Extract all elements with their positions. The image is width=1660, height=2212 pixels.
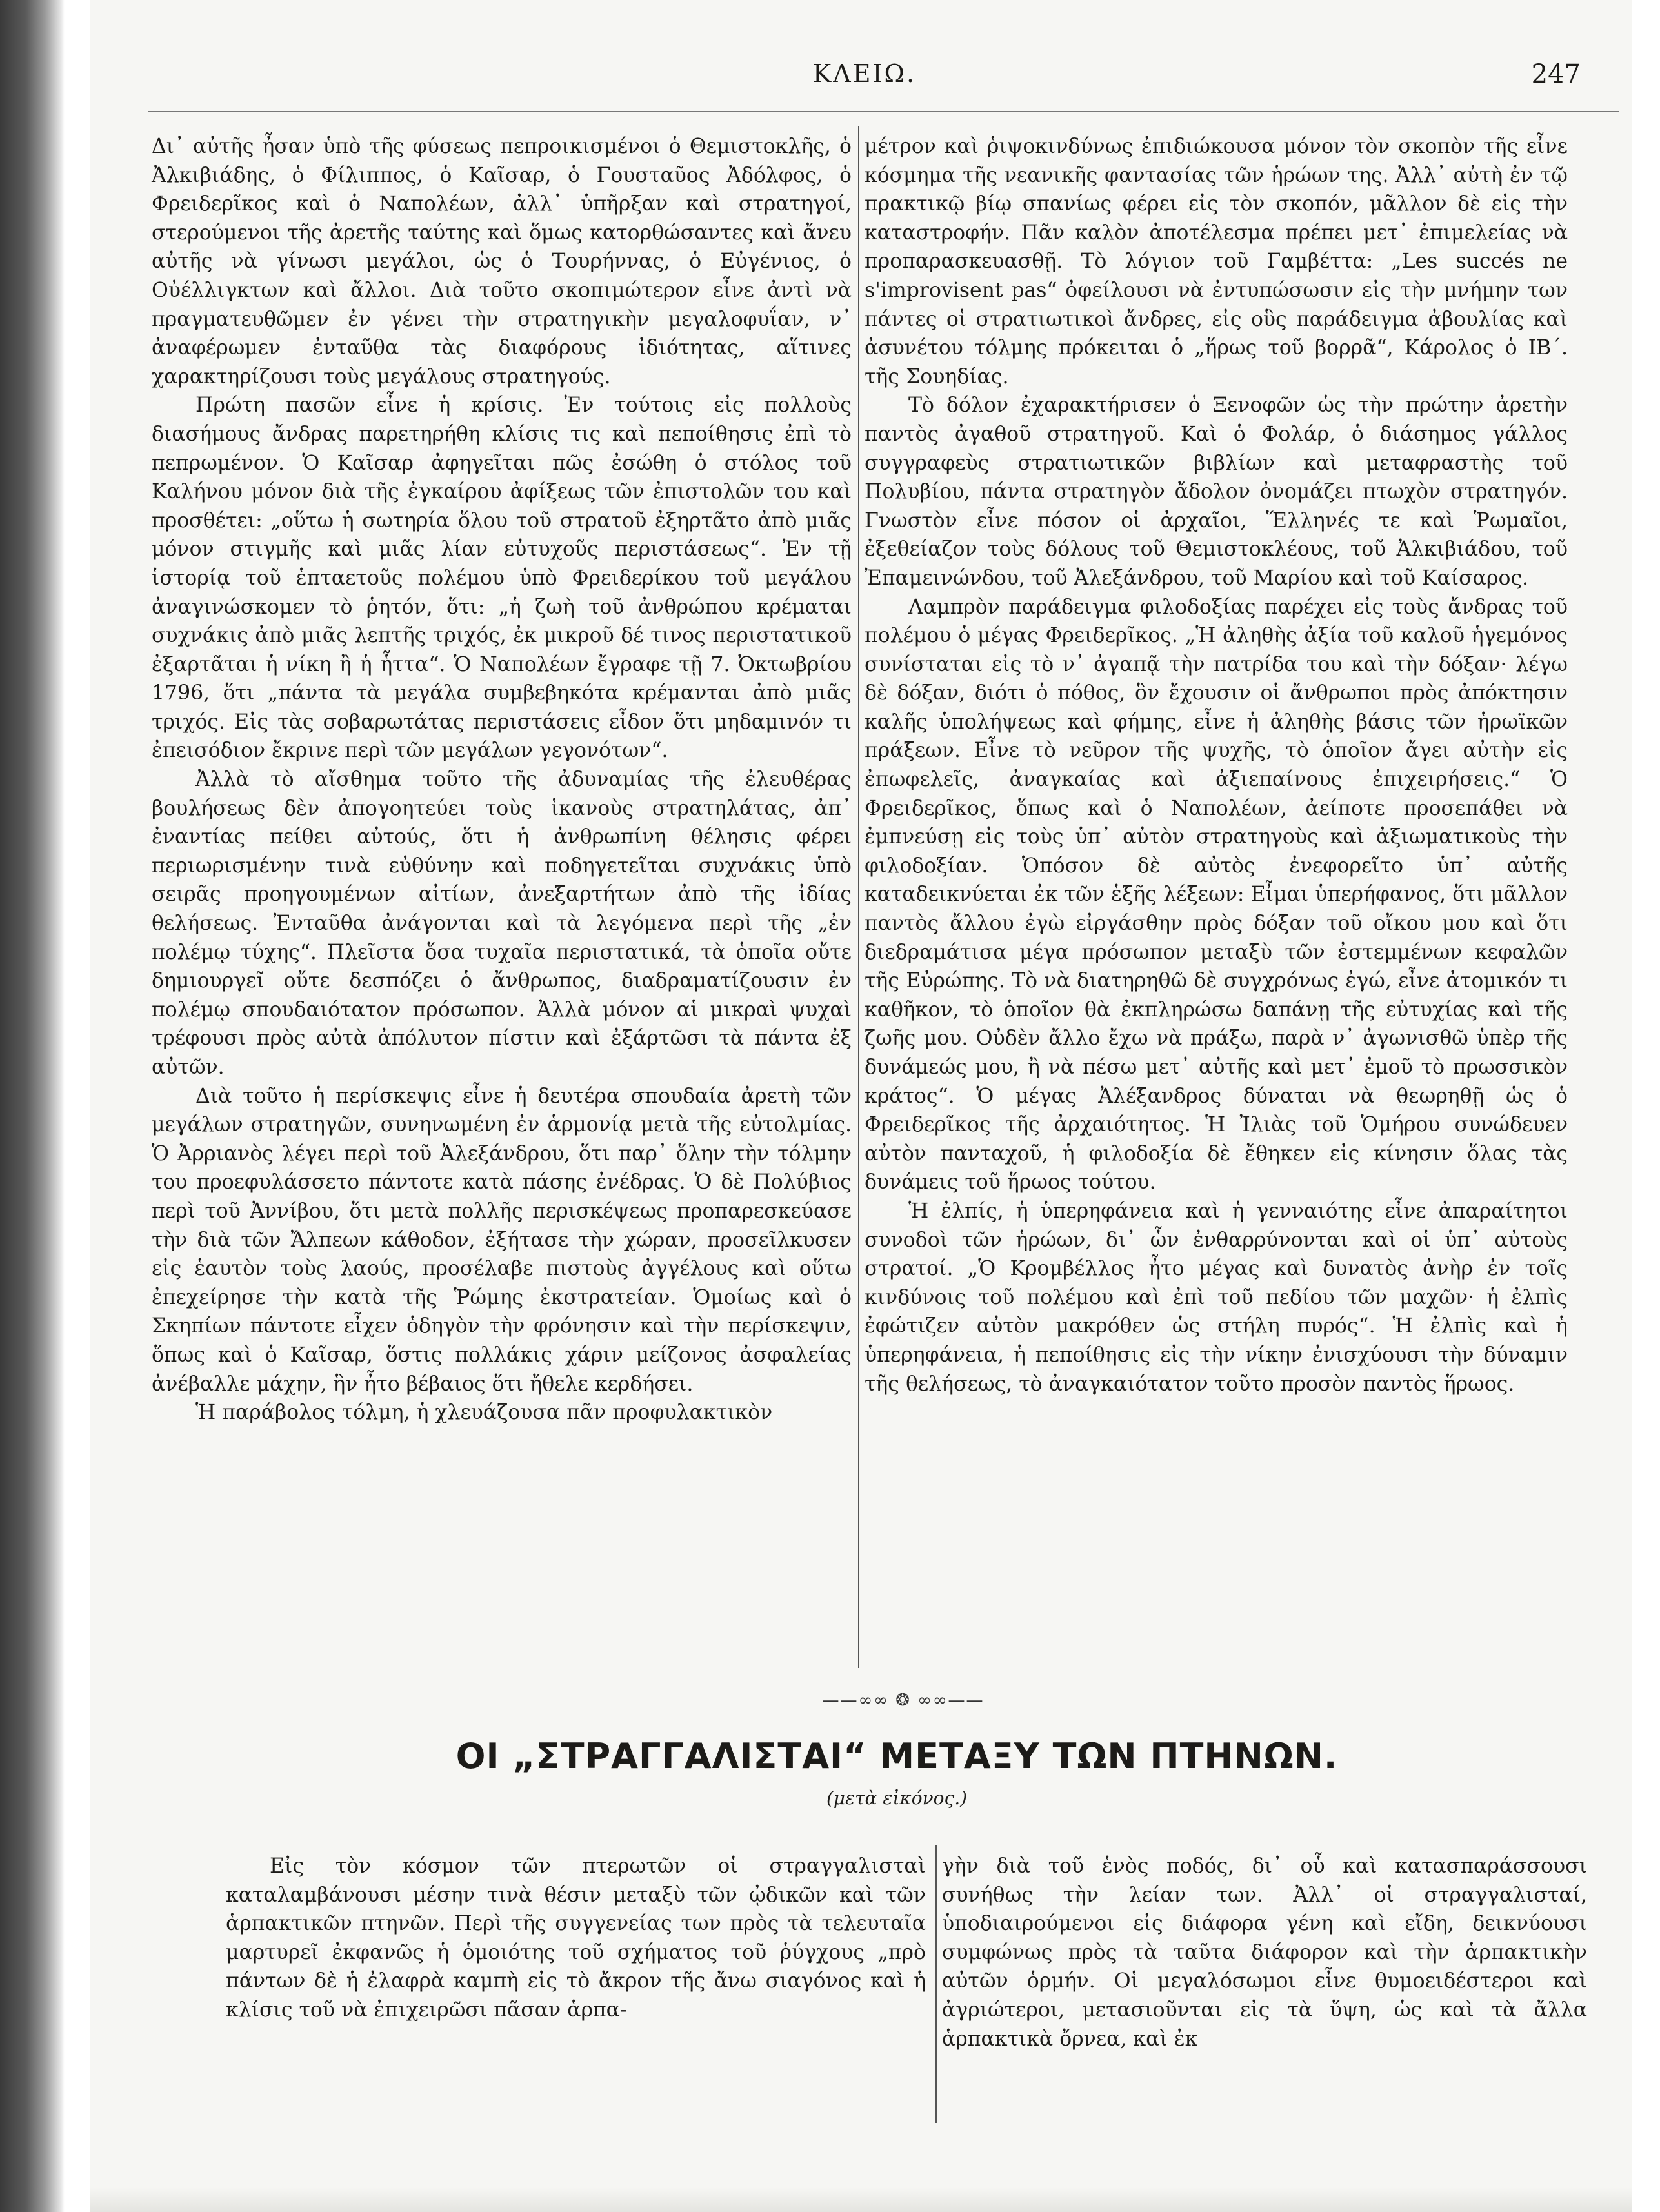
article-right-column	[865, 132, 1568, 1398]
article-left-column	[152, 132, 852, 1427]
paragraph: Ἡ ἐλπίς, ἡ ὑπερηφάνεια καὶ ἡ γενναιότης εἶνε ἀπαραίτητοι συνοδοὶ τῶν ἡρώων, δι᾽ ὧν ἐνθαρρύνονται καὶ οἱ ὑπ᾽ αὐτοὺς στρατοί. „Ὁ Κρομβέλλος ἦτο μέγας καὶ δυνατὸς ἀνὴρ ἐν τοῖς κινδύνοις τοῦ πολέμου καὶ ἐπὶ τοῦ πεδίου τῶν μαχῶν· ἡ ἐλπὶς ἐφώτιζεν αὐτὸν μακρόθεν ὡς στήλη πυρός“. Ἡ ἐλπὶς καὶ ἡ ὑπερηφάνεια, ἡ πεποίθησις εἰς τὴν νίκην ἐνισχύουσι τὴν δύναμιν τῆς θελήσεως, τὸ ἀναγκαιότατον τοῦτο προσὸν παντὸς ἥρωος.	[865, 1199, 1568, 1396]
section-left-column	[226, 1852, 926, 2025]
running-title: ΚΛΕΙΩ.	[812, 59, 917, 88]
paragraph: μέτρον καὶ ῥιψοκινδύνως ἐπιδιώκουσα μόνον τὸν σκοπὸν τῆς εἶνε κόσμημα τῆς νεανικῆς φαντασίας τῶν ἡρώων της. Ἀλλ᾽ αὐτὴ ἐν τῷ πρακτικῷ βίῳ σπανίως φέρει εἰς τὸν σκοπόν, μᾶλλον δὲ εἰς τὴν καταστροφήν. Πᾶν καλὸν ἀποτέλεσμα πρέπει μετ᾽ ἐπιμελείας νὰ προπαρασκευασθῇ. Τὸ λόγιον τοῦ Γαμβέττα: „Les succés ne s'improvisent pas“ ὀφείλουσι νὰ ἐντυπώσωσιν εἰς τὴν μνήμην των πάντες οἱ στρατιωτικοὶ ἄνδρες, εἰς οὓς παράδειγμα ἀβουλίας καὶ ἀσυνέτου τόλμης πρόκειται ὁ „ἥρως τοῦ βορρᾶ“, Κάρολος ὁ ΙΒ΄. τῆς Σουηδίας.	[865, 135, 1568, 388]
scan-binding-edge	[0, 0, 65, 2212]
paragraph: Ἡ παράβολος τόλμη, ἡ χλευάζουσα πᾶν προφυλακτικὸν	[195, 1401, 773, 1425]
column-rule	[858, 126, 859, 1668]
paragraph: γὴν διὰ τοῦ ἑνὸς ποδός, δι᾽ οὗ καὶ κατασπαράσσουσι συνήθως τὴν λείαν των. Ἀλλ᾽ οἱ στραγγαλισταί, ὑποδιαιρούμενοι εἰς διάφορα γένη καὶ εἴδη, δεικνύουσι συμφώνως πρὸς τὰ ταῦτα διάφορον καὶ τὴν ἁρπακτικὴν αὐτῶν ὁρμήν. Οἱ μεγαλόσωμοι εἶνε θυμοειδέστεροι καὶ ἀγριώτεροι, μετασιοῦνται εἰς τὰ ὕψη, ὡς καὶ τὰ ἄλλα ἁρπακτικὰ ὄρνεα, καὶ ἐκ	[942, 1855, 1587, 2051]
paragraph: Εἰς τὸν κόσμον τῶν πτερωτῶν οἱ στραγγαλισταὶ καταλαμβάνουσι μέσην τινὰ θέσιν μεταξὺ τῶν ᾠδικῶν καὶ τῶν ἁρπακτικῶν πτηνῶν. Περὶ τῆς συγγενείας των πρὸς τὰ τελευταῖα μαρτυρεῖ ἐκφανῶς ἡ ὁμοιότης τοῦ σχήματος τοῦ ῥύγχους „πρὸ πάντων δὲ ἡ ἐλαφρὰ καμπὴ εἰς τὸ ἄκρον τῆς ἄνω σιαγόνος καὶ ἡ κλίσις τοῦ νὰ ἐπιχειρῶσι πᾶσαν ἁρπα-	[226, 1855, 926, 2022]
section-ornament: ——∞∞ ❂ ∞∞——	[822, 1691, 985, 1710]
column-rule	[935, 1845, 937, 2123]
paragraph: Διὰ τοῦτο ἡ περίσκεψις εἶνε ἡ δευτέρα σπουδαία ἀρετὴ τῶν μεγάλων στρατηγῶν, συνηνωμένη ἐν ἁρμονίᾳ μετὰ τῆς εὐτολμίας. Ὁ Ἀρριανὸς λέγει περὶ τοῦ Ἀλεξάνδρου, ὅτι παρ᾽ ὅλην τὴν τόλμην του προεφυλάσσετο πάντοτε κατὰ πάσης ἐνέδρας. Ὁ δὲ Πολύβιος περὶ τοῦ Ἀννίβου, ὅτι μετὰ πολλῆς περισκέψεως προπαρεσκεύασε τὴν διὰ τῶν Ἄλπεων κάθοδον, ἐξήτασε τὴν χώραν, προσεῖλκυσεν εἰς ἑαυτὸν τοὺς λαούς, προσέλαβε πιστοὺς ἀγγέλους καὶ οὕτω ἐπεχείρησε τὴν κατὰ τῆς Ῥώμης ἐκστρατείαν. Ὁμοίως καὶ ὁ Σκηπίων πάντοτε εἶχεν ὁδηγὸν τὴν φρόνησιν καὶ τὴν περίσκεψιν, ὅπως καὶ ὁ Καῖσαρ, ὅστις πολλάκις χάριν μείζονος ἀσφαλείας ἀνέβαλλε μάχην, ἣν ἦτο βέβαιος ὅτι ἤθελε κερδήσει.	[152, 1084, 852, 1396]
paragraph: Πρώτη πασῶν εἶνε ἡ κρίσις. Ἐν τούτοις εἰς πολλοὺς διασήμους ἄνδρας παρετηρήθη κλίσις τις καὶ πεποίθησις ἐπὶ τὸ πεπρωμένον. Ὁ Καῖσαρ ἀφηγεῖται πῶς ἐσώθη ὁ στόλος τοῦ Καλήνου μόνον διὰ τῆς ἐγκαίρου ἀφίξεως τῶν ἐπιστολῶν του καὶ προσθέτει: „οὕτω ἡ σωτηρία ὅλου τοῦ στρατοῦ ἐξηρτᾶτο ἀπὸ μιᾶς μόνον στιγμῆς καὶ μιᾶς λίαν εὐτυχοῦς περιστάσεως“. Ἐν τῇ ἱστορίᾳ τοῦ ἑπταετοῦς πολέμου ὑπὸ Φρειδερίκου τοῦ μεγάλου ἀναγινώσκομεν τὸ ῥητόν, ὅτι: „ἡ ζωὴ τοῦ ἀνθρώπου κρέμαται συχνάκις ἀπὸ μιᾶς λεπτῆς τριχός, ἐκ μικροῦ δέ τινος περιστατικοῦ ἐξαρτᾶται ἡ νίκη ἢ ἡ ἧττα“. Ὁ Ναπολέων ἔγραφε τῇ 7. Ὀκτωβρίου 1796, ὅτι „πάντα τὰ μεγάλα συμβεβηκότα κρέμανται ἀπὸ μιᾶς τριχός. Εἰς τὰς σοβαρωτάτας περιστάσεις εἶδον ὅτι μηδαμινόν τι ἐπεισόδιον ἔκρινε περὶ τῶν μεγάλων γεγονότων“.	[152, 394, 852, 763]
page-bottom-shade	[90, 2187, 1632, 2212]
journal-page	[90, 0, 1632, 2212]
paragraph: Ἀλλὰ τὸ αἴσθημα τοῦτο τῆς ἀδυναμίας τῆς ἐλευθέρας βουλήσεως δὲν ἀπογοητεύει τοὺς ἱκανοὺς στρατηλάτας, ἀπ᾽ ἐναντίας πείθει αὐτούς, ὅτι ἡ ἀνθρωπίνη θέλησις φέρει περιωρισμένην τινὰ εὐθύνην καὶ ποδηγετεῖται συχνάκις ὑπὸ σειρᾶς προηγουμένων αἰτίων, ἀνεξαρτήτων ἀπὸ τῆς ἰδίας θελήσεως. Ἐνταῦθα ἀνάγονται καὶ τὰ λεγόμενα περὶ τῆς „ἐν πολέμῳ τύχης“. Πλεῖστα ὅσα τυχαῖα περιστατικά, τὰ ὁποῖα οὔτε δημιουργεῖ οὔτε δεσπόζει ὁ ἄνθρωπος, διαδραματίζουσιν ἐν πολέμῳ σπουδαιότατον πρόσωπον. Ἀλλὰ μόνον αἱ μικραὶ ψυχαὶ τρέφουσι πρὸς αὐτὰ ἀπόλυτον πίστιν καὶ ἐξάρτῶσι τὰ πάντα ἐξ αὐτῶν.	[152, 768, 852, 1079]
header-rule	[148, 111, 1619, 112]
page-number: 247	[1531, 59, 1581, 89]
section-subtitle: (μετὰ εἰκόνος.)	[826, 1787, 968, 1809]
paragraph: Λαμπρὸν παράδειγμα φιλοδοξίας παρέχει εἰς τοὺς ἄνδρας τοῦ πολέμου ὁ μέγας Φρειδερῖκος. „Ἡ ἀληθὴς ἀξία τοῦ καλοῦ ἡγεμόνος συνίσταται εἰς τὸ ν᾽ ἀγαπᾷ τὴν πατρίδα του καὶ τὴν δόξαν· λέγω δὲ δόξαν, διότι ὁ πόθος, ὃν ἔχουσιν οἱ ἄνθρωποι πρὸς ἀπόκτησιν καλῆς ὑπολήψεως καὶ φήμης, εἶνε ἡ ἀληθὴς βάσις τῶν ἡρωϊκῶν πράξεων. Εἶνε τὸ νεῦρον τῆς ψυχῆς, τὸ ὁποῖον ἄγει αὐτὴν εἰς ἐπωφελεῖς, ἀναγκαίας καὶ ἀξιεπαίνους ἐπιχειρήσεις.“ Ὁ Φρειδερῖκος, ὅπως καὶ ὁ Ναπολέων, ἀείποτε προσεπάθει νὰ ἐμπνεύσῃ εἰς τοὺς ὑπ᾽ αὐτὸν στρατηγοὺς καὶ ἀξιωματικοὺς τὴν φιλοδοξίαν. Ὁπόσον δὲ αὐτὸς ἐνεφορεῖτο ὑπ᾽ αὐτῆς καταδεικνύεται ἐκ τῶν ἑξῆς λέξεων: Εἶμαι ὑπερήφανος, ὅτι μᾶλλον παντὸς ἄλλου ἐγὼ εἰργάσθην πρὸς δόξαν τοῦ οἴκου μου καὶ ὅτι διεδραμάτισα μέγα πρόσωπον μεταξὺ τῶν ἐστεμμένων κεφαλῶν τῆς Εὐρώπης. Τὸ νὰ διατηρηθῶ δὲ συγχρόνως ἐγώ, εἶνε ἀτομικόν τι καθῆκον, τὸ ὁποῖον θὰ ἐκπληρώσω δαπάνῃ τῆς εὐτυχίας καὶ τῆς ζωῆς μου. Οὐδὲν ἄλλο ἔχω νὰ πράξω, παρὰ ν᾽ ἀγωνισθῶ ὑπὲρ τῆς δυνάμεώς μου, ἢ νὰ πέσω μετ᾽ αὐτῆς καὶ μετ᾽ ἐμοῦ τὸ πρωσσικὸν κράτος“. Ὁ μέγας Ἀλέξανδρος δύναται νὰ θεωρηθῇ ὡς ὁ Φρειδερῖκος τῆς ἀρχαιότητος. Ἡ Ἰλιὰς τοῦ Ὁμήρου συνώδευεν αὐτὸν πανταχοῦ, ἡ φιλοδοξία δὲ ἔθηκεν εἰς κίνησιν ὅλας τὰς δυνάμεις τοῦ ἥρωος τούτου.	[865, 595, 1568, 1194]
section-right-column	[942, 1852, 1587, 2053]
section-title: ΟΙ „ΣΤΡΑΓΓΑΛΙΣΤΑΙ“ ΜΕΤΑΞΥ ΤΩΝ ΠΤΗΝΩΝ.	[455, 1736, 1338, 1776]
paragraph: Δι᾽ αὐτῆς ἦσαν ὑπὸ τῆς φύσεως πεπροικισμένοι ὁ Θεμιστοκλῆς, ὁ Ἀλκιβιάδης, ὁ Φίλιππος, ὁ Καῖσαρ, ὁ Γουσταῦος Ἀδόλφος, ὁ Φρειδερῖκος καὶ ὁ Ναπολέων, ἀλλ᾽ ὑπῆρξαν καὶ στρατηγοί, στερούμενοι τῆς ἀρετῆς ταύτης καὶ ὅμως κατορθώσαντες καὶ ἄνευ αὐτῆς νὰ γίνωσι μεγάλοι, ὡς ὁ Τουρήννας, ὁ Εὐγένιος, ὁ Οὐέλλιγκτων καὶ ἄλλοι. Διὰ τοῦτο σκοπιμώτερον εἶνε ἀντὶ νὰ πραγματευθῶμεν ἐν γένει τὴν στρατηγικὴν μεγαλοφυΐαν, ν᾽ ἀναφέρωμεν ἐνταῦθα τὰς διαφόρους ἰδιότητας, αἵτινες χαρακτηρίζουσι τοὺς μεγάλους στρατηγούς.	[152, 135, 852, 388]
running-head	[90, 59, 1632, 98]
paragraph: Τὸ δόλον ἐχαρακτήρισεν ὁ Ξενοφῶν ὡς τὴν πρώτην ἀρετὴν παντὸς ἀγαθοῦ στρατηγοῦ. Καὶ ὁ Φολάρ, ὁ διάσημος γάλλος συγγραφεὺς στρατιωτικῶν βιβλίων καὶ μεταφραστὴς τοῦ Πολυβίου, πάντα στρατηγὸν ἄδολον ὀνομάζει πτωχὸν στρατηγόν. Γνωστὸν εἶνε πόσον οἱ ἀρχαῖοι, Ἕλληνές τε καὶ Ῥωμαῖοι, ἐξεθείαζον τοὺς δόλους τοῦ Θεμιστοκλέους, τοῦ Ἀλκιβιάδου, τοῦ Ἐπαμεινώνδου, τοῦ Ἀλεξάνδρου, τοῦ Μαρίου καὶ τοῦ Καίσαρος.	[865, 394, 1568, 590]
